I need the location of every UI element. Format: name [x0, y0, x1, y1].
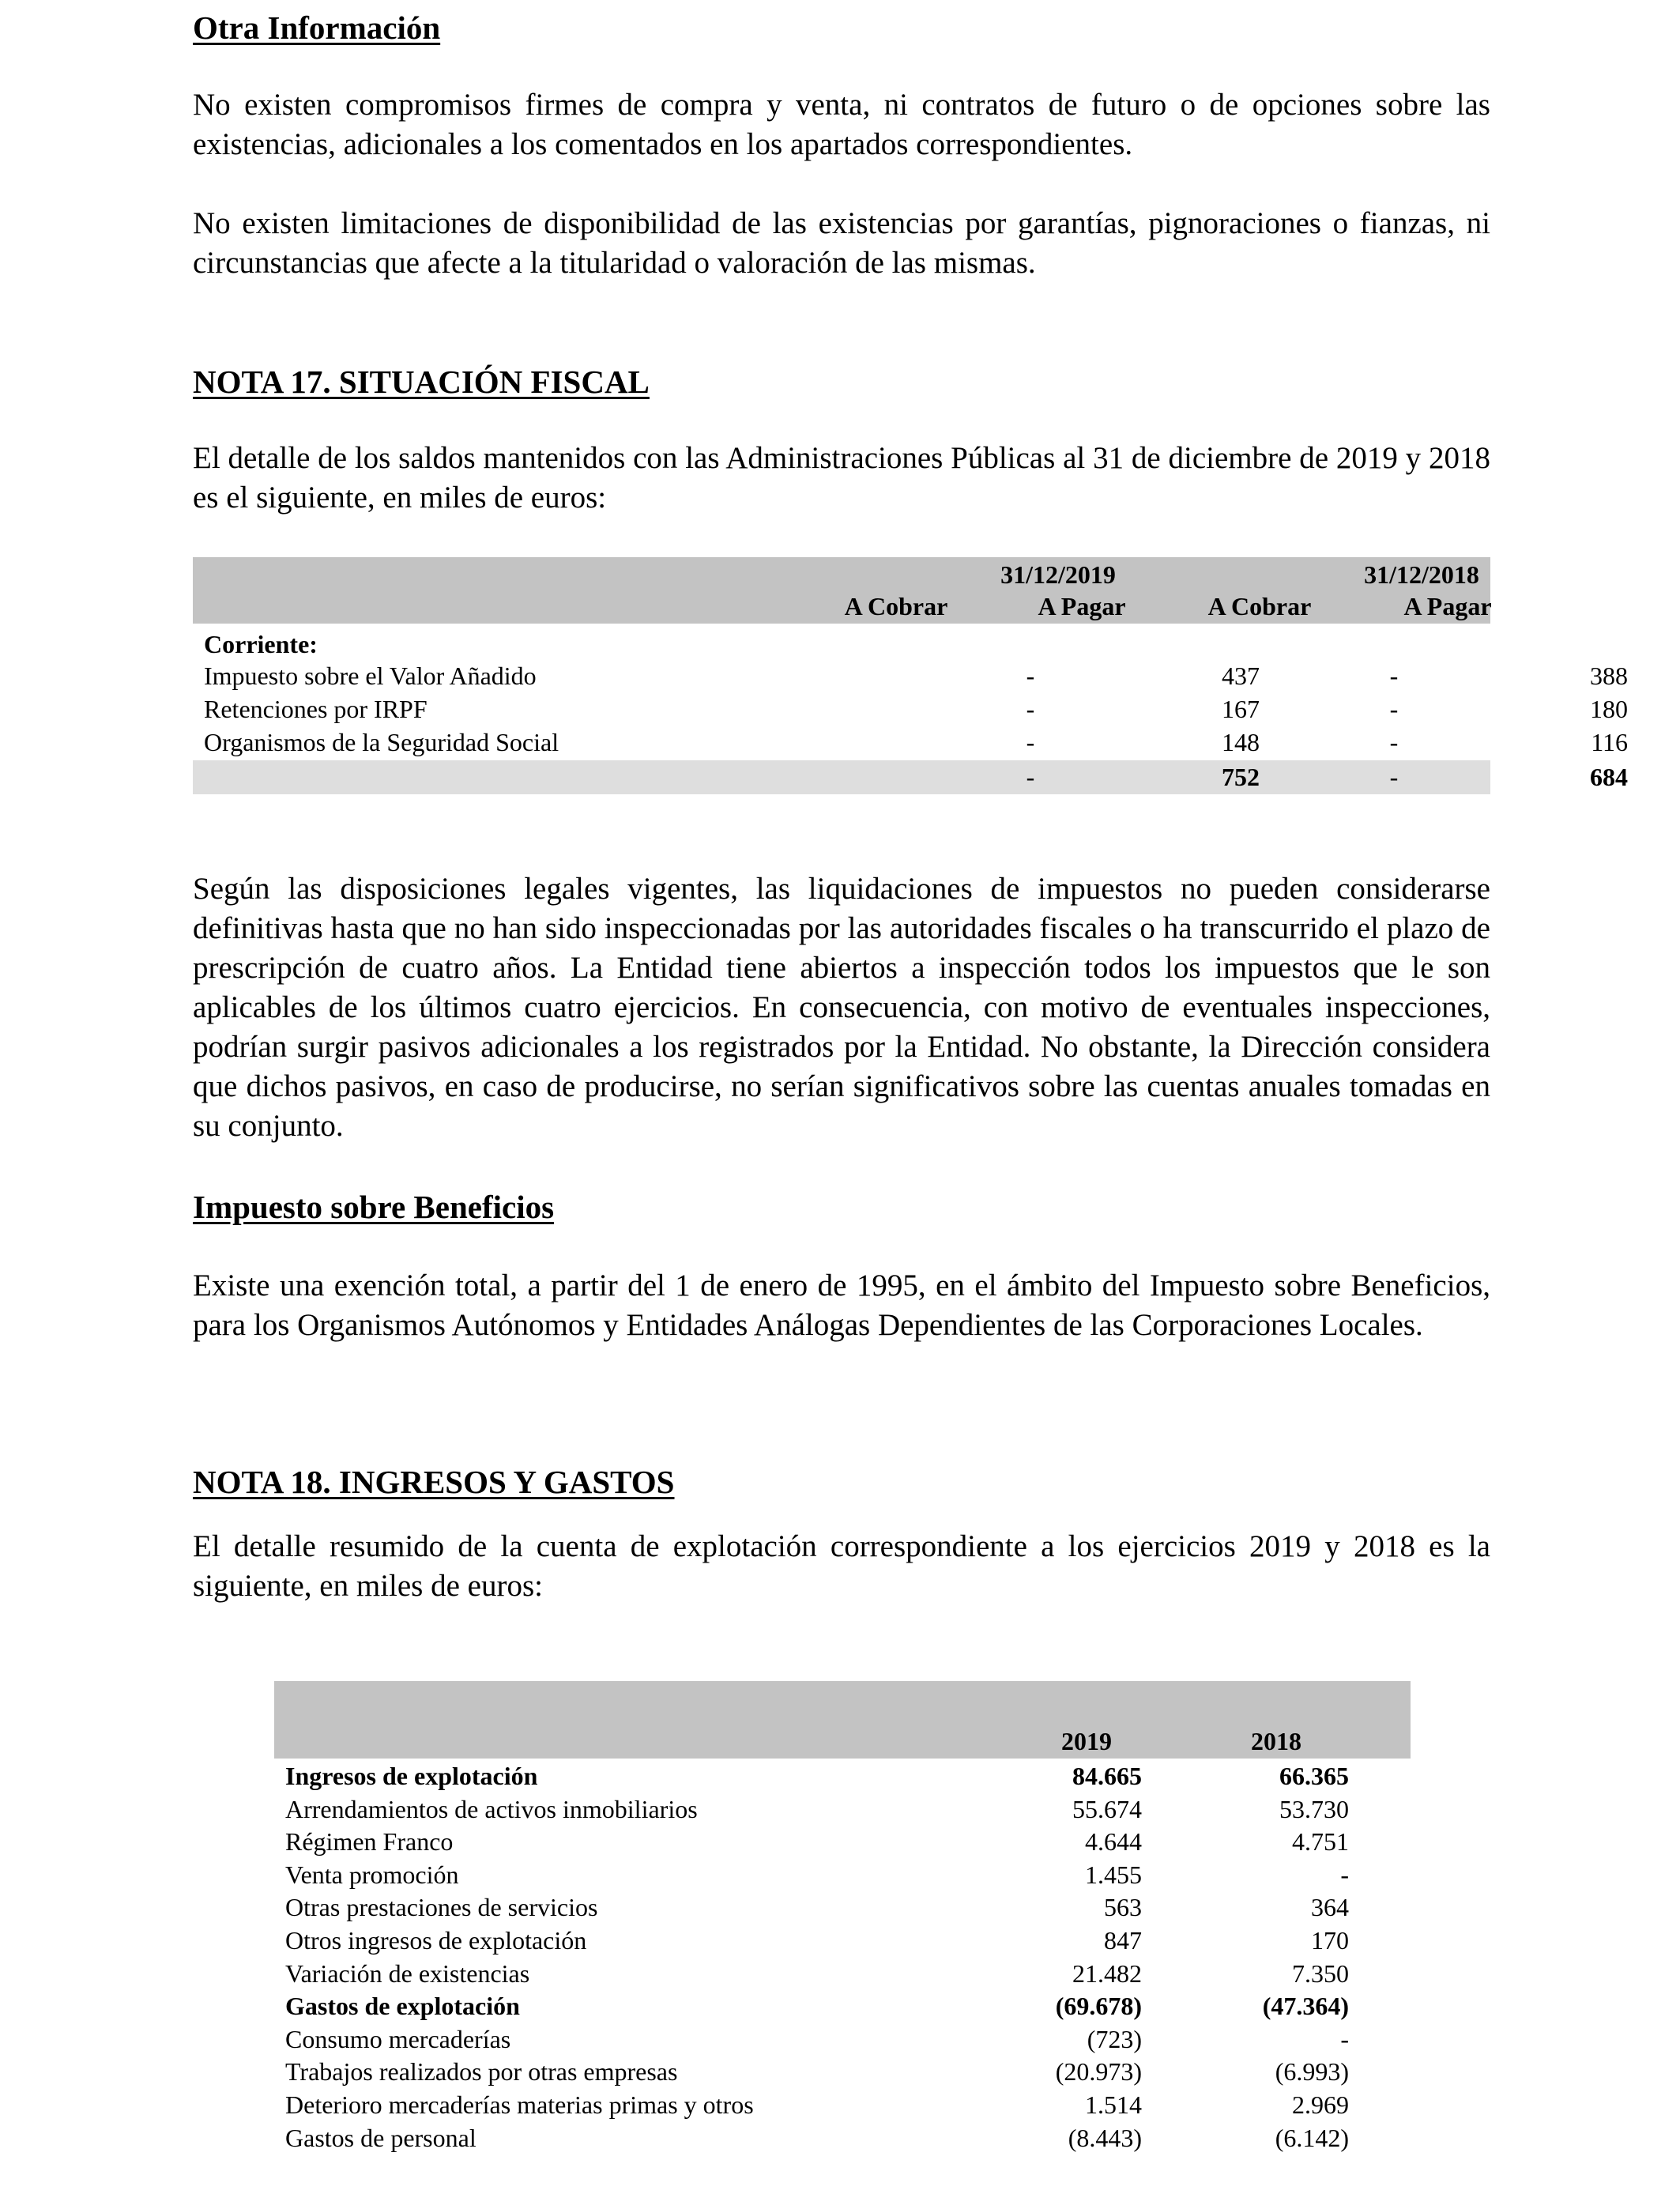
table-row: [274, 1958, 1411, 1990]
table-row: [274, 1760, 1411, 1793]
table-row: [274, 2023, 1411, 2056]
table-row: [274, 1826, 1411, 1858]
total-cobrar-2018: -: [1389, 763, 1399, 791]
table-row: [193, 726, 1628, 759]
cell-cobrar-2018: -: [1389, 662, 1399, 690]
value-2018: 364: [1311, 1893, 1349, 1922]
table-row: [193, 693, 1628, 726]
value-2019: 847: [1104, 1926, 1142, 1955]
row-label: Régimen Franco: [285, 1827, 454, 1857]
row-label: Consumo mercaderías: [285, 2024, 511, 2053]
total-pagar-2018: 684: [1590, 763, 1628, 791]
nota-17-intro: El detalle de los saldos mantenidos con las Administraciones Públicas al 31 de diciembre de 2019 y 2018 es el siguiente, en miles de euros:: [193, 441, 1490, 515]
table-section-row: [193, 628, 1490, 661]
value-2019: (8.443): [1068, 2123, 1142, 2152]
value-2018: 53.730: [1279, 1794, 1349, 1823]
otra-informacion-para-2: No existen limitaciones de disponibilidad de las existencias por garantías, pignoraciones o fianzas, ni circunstancias que afecte a la titularidad o valoración de las mismas.: [193, 206, 1490, 280]
table-row: [274, 1793, 1411, 1826]
value-2019: (723): [1087, 2024, 1142, 2053]
otra-informacion-para-1: No existen compromisos firmes de compra y venta, ni contratos de futuro o de opciones sobre las existencias, adicionales a los comentados en los apartados correspondientes.: [193, 88, 1490, 161]
row-label: Variación de existencias: [285, 1958, 530, 1988]
col-pagar-2019: A Pagar: [1038, 592, 1126, 620]
fiscal-balances-table: [193, 557, 1628, 794]
table-row: [193, 660, 1628, 692]
row-label: Deterioro mercaderías materias primas y otros: [285, 2090, 754, 2119]
value-2018: (6.993): [1275, 2057, 1349, 2087]
year-2019-header: 2019: [1061, 1727, 1112, 1755]
value-2018: 66.365: [1279, 1762, 1349, 1790]
cell-cobrar-2019: -: [1026, 662, 1035, 690]
value-2019: 55.674: [1072, 1794, 1142, 1823]
cell-pagar-2019: 437: [1222, 662, 1260, 690]
value-2018: (6.142): [1275, 2123, 1349, 2152]
value-2018: -: [1340, 1860, 1349, 1889]
income-expense-table: [274, 1681, 1411, 2187]
table-row: [274, 1891, 1411, 1924]
col-cobrar-2019: A Cobrar: [844, 592, 948, 620]
impuesto-beneficios-para: Existe una exención total, a partir del 1 de enero de 1995, en el ámbito del Impuesto sobre Beneficios, para los Organismos Autónomos y Entidades Análogas Dependientes de las Corporaciones Locales.: [193, 1269, 1490, 1342]
cell-cobrar-2019: -: [1026, 695, 1035, 723]
cell-pagar-2019: 167: [1222, 695, 1260, 723]
col-cobrar-2018: A Cobrar: [1207, 592, 1312, 620]
table-row: [274, 2089, 1411, 2121]
value-2018: -: [1340, 2024, 1349, 2053]
legal-provisions-para: Según las disposiciones legales vigentes, las liquidaciones de impuestos no pueden considerarse definitivas hasta que no han sido inspeccionadas por las autoridades fiscales o ha transcurrido el plazo de prescripción de cuatro años. La Entidad tiene abiertos a inspección todos los impuestos que le son aplicables de los últimos cuatro ejercicios. En consecuencia, con motivo de eventuales inspecciones, podrían surgir pasivos adicionales a los registrados por la Entidad. No obstante, la Dirección considera que dichos pasivos, en caso de producirse, no serían significativos sobre las cuentas anuales tomadas en su conjunto.: [193, 872, 1490, 1143]
otra-informacion-heading: Otra Información: [193, 9, 441, 46]
col-pagar-2018: A Pagar: [1403, 592, 1492, 620]
table-row: [274, 2122, 1411, 2154]
year-2018-header: 2018: [1251, 1727, 1301, 1755]
value-2019: 563: [1104, 1893, 1142, 1922]
value-2019: (20.973): [1055, 2057, 1142, 2087]
cell-pagar-2019: 148: [1222, 728, 1260, 756]
row-label: Impuesto sobre el Valor Añadido: [204, 662, 537, 690]
row-label: Trabajos realizados por otras empresas: [285, 2057, 678, 2087]
row-label: Organismos de la Seguridad Social: [204, 728, 559, 756]
row-label: Gastos de personal: [285, 2123, 477, 2152]
value-2018: 7.350: [1292, 1958, 1349, 1988]
row-label: Gastos de explotación: [285, 1992, 520, 2021]
value-2018: 170: [1311, 1926, 1349, 1955]
cell-cobrar-2018: -: [1389, 728, 1399, 756]
impuesto-beneficios-heading: Impuesto sobre Beneficios: [193, 1189, 555, 1225]
total-cobrar-2019: -: [1026, 763, 1035, 791]
nota-17-heading: NOTA 17. SITUACIÓN FISCAL: [193, 364, 650, 400]
total-pagar-2019: 752: [1222, 763, 1260, 791]
row-label: Arrendamientos de activos inmobiliarios: [285, 1794, 698, 1823]
table-total-row: [193, 760, 1628, 794]
row-label: Retenciones por IRPF: [204, 695, 428, 723]
table-row: [274, 1990, 1411, 2022]
cell-cobrar-2019: -: [1026, 728, 1035, 756]
section-label: Corriente:: [204, 630, 318, 658]
cell-pagar-2018: 388: [1590, 662, 1628, 690]
period-2018-header: 31/12/2018: [1364, 560, 1479, 589]
value-2019: 21.482: [1072, 1958, 1142, 1988]
cell-pagar-2018: 116: [1591, 728, 1628, 756]
value-2018: 4.751: [1292, 1827, 1349, 1857]
table-row: [274, 1924, 1411, 1957]
cell-pagar-2018: 180: [1590, 695, 1628, 723]
row-label: Venta promoción: [285, 1860, 459, 1889]
income-table-header: [274, 1681, 1411, 1759]
row-label: Otras prestaciones de servicios: [285, 1893, 598, 1922]
value-2019: 4.644: [1085, 1827, 1142, 1857]
table-row: [274, 2056, 1411, 2088]
nota-18-intro: El detalle resumido de la cuenta de explotación correspondiente a los ejercicios 2019 y 2018 es la siguiente, en miles de euros:: [193, 1529, 1490, 1603]
row-label: Ingresos de explotación: [285, 1762, 538, 1790]
cell-cobrar-2018: -: [1389, 695, 1399, 723]
value-2019: 84.665: [1072, 1762, 1142, 1790]
nota-18-heading: NOTA 18. INGRESOS Y GASTOS: [193, 1464, 675, 1500]
fiscal-table-header: [193, 557, 1490, 624]
value-2019: 1.514: [1085, 2090, 1142, 2119]
value-2018: (47.364): [1262, 1992, 1349, 2021]
value-2019: 1.455: [1085, 1860, 1142, 1889]
period-2019-header: 31/12/2019: [1000, 560, 1116, 589]
value-2018: 2.969: [1292, 2090, 1349, 2119]
table-row: [274, 1859, 1411, 1891]
row-label: Otros ingresos de explotación: [285, 1926, 587, 1955]
value-2019: (69.678): [1055, 1992, 1142, 2021]
